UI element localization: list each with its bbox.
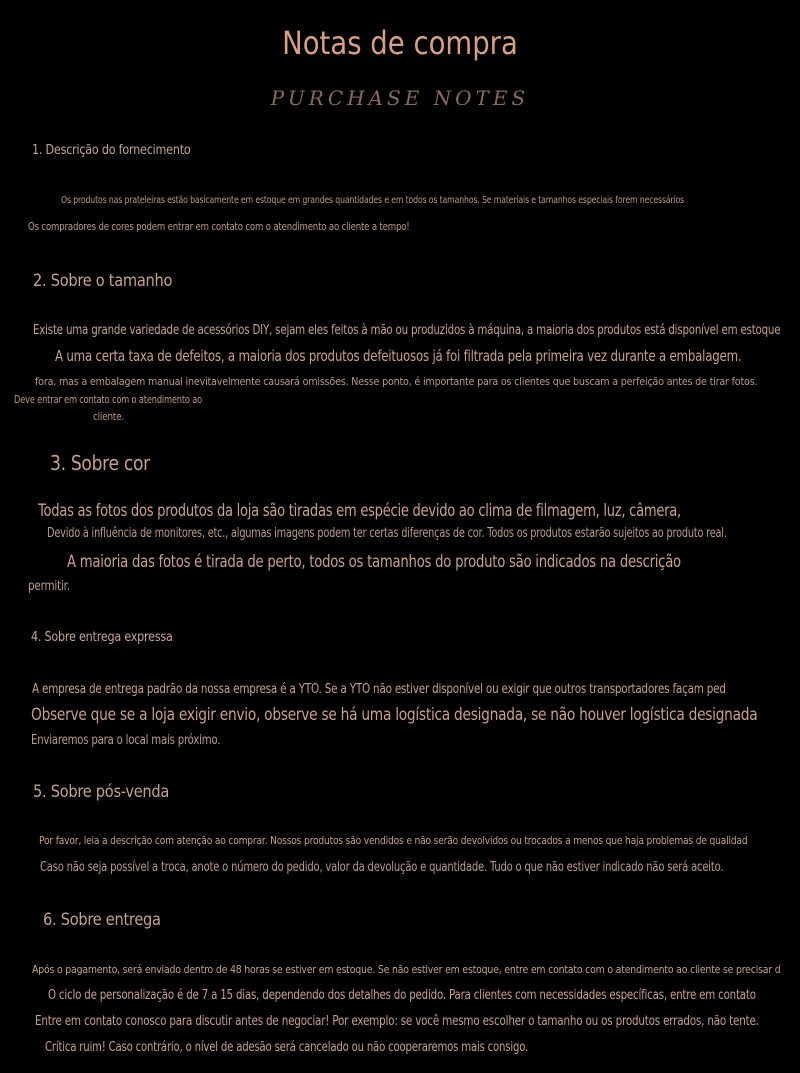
section-text: Os compradores de cores podem entrar em contato com o atendimento ao cliente a tempo! xyxy=(28,220,410,233)
section-text: cliente. xyxy=(93,410,124,423)
section-text: Deve entrar em contato com o atendimento ao xyxy=(14,393,203,406)
section-heading-delivery: 6. Sobre entrega xyxy=(43,910,161,930)
section-heading-supply: 1. Descrição do fornecimento xyxy=(32,143,191,158)
section-text: Todas as fotos dos produtos da loja são tiradas em espécie devido ao clima de filmagem, luz, câmera, xyxy=(38,501,681,521)
section-heading-color: 3. Sobre cor xyxy=(50,451,150,475)
section-text: permitir. xyxy=(28,579,70,594)
section-text: Crítica ruim! Caso contrário, o nível de adesão será cancelado ou não cooperaremos mais consigo. xyxy=(45,1040,529,1055)
section-text: O ciclo de personalização é de 7 a 15 dias, dependendo dos detalhes do pedido. Para clientes com necessidades específicas, entre em contato xyxy=(48,988,756,1003)
section-text: Após o pagamento, será enviado dentro de 48 horas se estiver em estoque. Se não estiver em estoque, entre em contato com o atendimento ao cliente se precisar d xyxy=(32,963,781,976)
section-text: Existe uma grande variedade de acessórios DIY, sejam eles feitos à mão ou produzidos à máquina, a maioria dos produtos está disponível em estoque xyxy=(33,323,781,338)
section-text: Caso não seja possível a troca, anote o número do pedido, valor da devolução e quantidade. Tudo o que não estiver indicado não será aceito. xyxy=(40,860,724,875)
section-text: Por favor, leia a descrição com atenção ao comprar. Nossos produtos são vendidos e não serão devolvidos ou trocados a menos que haja problemas de qualidad xyxy=(39,834,748,847)
section-text: Observe que se a loja exigir envio, observe se há uma logística designada, se não houver logística designada xyxy=(31,705,758,725)
section-heading-express-delivery: 4. Sobre entrega expressa xyxy=(31,630,173,645)
section-text: A uma certa taxa de defeitos, a maioria dos produtos defeituosos já foi filtrada pela primeira vez durante a embalagem. xyxy=(55,347,742,365)
section-text: Enviaremos para o local mais próximo. xyxy=(31,733,221,748)
section-text: Devido à influência de monitores, etc., algumas imagens podem ter certas diferenças de cor. Todos os produtos estarão sujeitos ao produto real. xyxy=(47,526,727,541)
page-title: Notas de compra xyxy=(282,24,518,62)
section-text: A maioria das fotos é tirada de perto, todos os tamanhos do produto são indicados na descrição xyxy=(67,552,681,572)
section-heading-size: 2. Sobre o tamanho xyxy=(33,271,173,291)
section-text: Os produtos nas prateleiras estão basicamente em estoque em grandes quantidades e em todos os tamanhos. Se materiais e tamanhos especiais forem necessários xyxy=(61,195,685,206)
page-subtitle: PURCHASE NOTES xyxy=(270,86,530,110)
section-heading-after-sales: 5. Sobre pós-venda xyxy=(33,782,170,802)
section-text: A empresa de entrega padrão da nossa empresa é a YTO. Se a YTO não estiver disponível ou exigir que outros transportadores façam ped xyxy=(32,682,726,697)
section-text: fora, mas a embalagem manual inevitavelmente causará omissões. Nesse ponto, é importante para os clientes que buscam a perfeição antes de tirar fotos. xyxy=(35,375,758,388)
section-text: Entre em contato conosco para discutir antes de negociar! Por exemplo: se você mesmo escolher o tamanho ou os produtos errados, não tente. xyxy=(35,1014,759,1029)
